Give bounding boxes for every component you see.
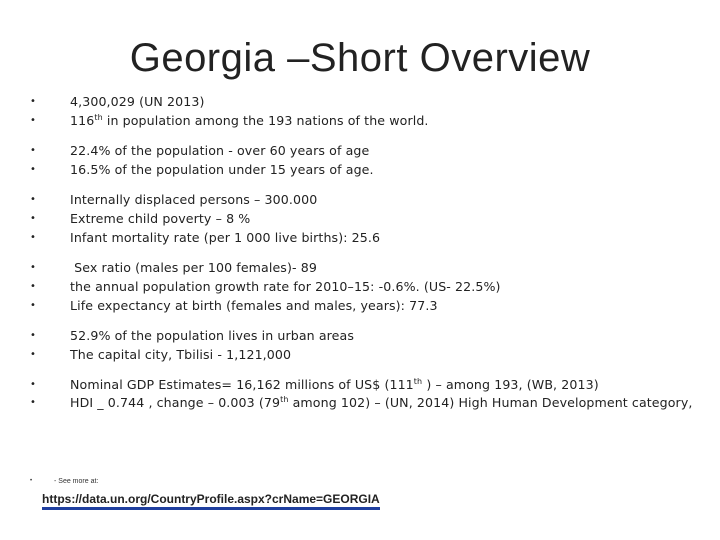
child-poverty-text: Extreme child poverty – 8 % [70, 211, 251, 226]
bullet-icon: • [30, 145, 36, 156]
sex-ratio-text: Sex ratio (males per 100 females)- 89 [70, 260, 317, 275]
bullet-icon: • [30, 397, 36, 408]
infant-mortality-item [30, 228, 700, 247]
urban-item [30, 326, 700, 345]
bullet-icon: • [30, 213, 36, 224]
age-under-15-item [30, 160, 700, 179]
gdp-text: Nominal GDP Estimates= 16,162 millions of US$ (111th ) – among 193, (WB, 2013) [70, 376, 599, 392]
growth-rate-item [30, 277, 700, 296]
child-poverty-item [30, 209, 700, 228]
idp-text: Internally displaced persons – 300.000 [70, 192, 318, 207]
bullet-icon: • [30, 330, 36, 341]
growth-rate-text: the annual population growth rate for 2010–15: -0.6%. (US- 22.5%) [70, 279, 501, 294]
population-rank-item [30, 111, 700, 130]
age-over-60-item [30, 141, 700, 160]
hdi-text: HDI _ 0.744 , change – 0.003 (79th among 102) – (UN, 2014) High Human Development category, [70, 394, 693, 410]
population-text: 4,300,029 (UN 2013) [70, 94, 205, 109]
bullet-icon: • [30, 349, 36, 360]
bullet-icon: • [30, 164, 36, 175]
age-over-60-text: 22.4% of the population - over 60 years of age [70, 143, 370, 158]
social-group [30, 190, 700, 247]
source-link[interactable]: https://data.un.org/CountryProfile.aspx?crName=GEORGIA [42, 492, 380, 510]
bullet-icon: • [30, 96, 36, 107]
population-group [30, 92, 700, 130]
capital-item [30, 345, 700, 364]
life-expectancy-item [30, 296, 700, 315]
demographics-group [30, 258, 700, 315]
bullet-icon: • [30, 115, 36, 126]
bullet-icon: • [30, 379, 36, 390]
population-rank-text: 116th in population among the 193 nations of the world. [70, 112, 429, 128]
bullet-icon: • [30, 194, 36, 205]
urban-text: 52.9% of the population lives in urban areas [70, 328, 354, 343]
sex-ratio-item [30, 258, 700, 277]
footnote [30, 478, 98, 485]
bullet-icon: • [30, 262, 36, 273]
slide-title: Georgia –Short Overview [129, 36, 591, 80]
gdp-item [30, 375, 700, 394]
footnote-text: - See more at: [54, 478, 99, 485]
hdi-item [30, 394, 700, 411]
overview-list [30, 92, 700, 422]
bullet-icon: • [30, 478, 33, 484]
age-group [30, 141, 700, 179]
urban-group [30, 326, 700, 364]
bullet-icon: • [30, 300, 36, 311]
bullet-icon: • [30, 281, 36, 292]
population-item [30, 92, 700, 111]
economy-group [30, 375, 700, 411]
bullet-icon: • [30, 232, 36, 243]
idp-item [30, 190, 700, 209]
infant-mortality-text: Infant mortality rate (per 1 000 live births): 25.6 [70, 230, 381, 245]
capital-text: The capital city, Tbilisi - 1,121,000 [70, 347, 292, 362]
age-under-15-text: 16.5% of the population under 15 years of age. [70, 162, 374, 177]
life-expectancy-text: Life expectancy at birth (females and males, years): 77.3 [70, 298, 438, 313]
